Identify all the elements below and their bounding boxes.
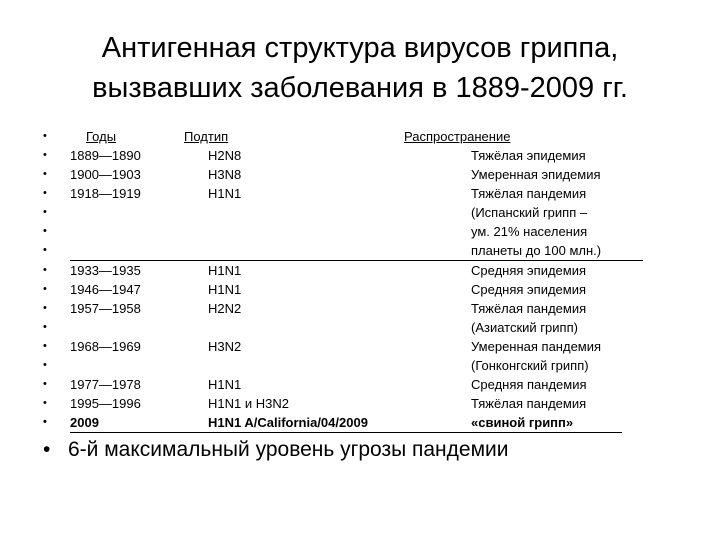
bullet: • [43,149,47,161]
row-subtype: H2N8 [208,148,242,163]
table-row [0,241,720,260]
table-header [0,127,720,146]
table-row [0,318,720,337]
row-years: 1889—1890 [70,148,141,163]
bullet: • [43,397,47,409]
row-spread: (Гонконгский грипп) [471,358,589,373]
table-row [0,299,720,318]
row-spread: Тяжёлая эпидемия [471,148,586,163]
slide-title [0,28,720,108]
row-years: 1995—1996 [70,396,141,411]
bullet: • [43,244,47,256]
bullet: • [43,283,47,295]
table-row [0,165,720,184]
table-row [0,222,720,241]
table-row [0,184,720,203]
table-row [0,394,720,413]
row-years: 1900—1903 [70,167,141,182]
row-years: 1977—1978 [70,377,141,392]
row-spread: Умеренная пандемия [471,339,602,354]
title-line-2: вызвавших заболевания в 1889-2009 гг. [92,72,628,104]
row-years: 1946—1947 [70,282,141,297]
bullet: • [43,340,47,352]
bullet: • [43,264,47,276]
table-row [0,337,720,356]
row-subtype: H3N2 [208,339,242,354]
row-underline [70,432,622,433]
row-years: 1918—1919 [70,186,141,201]
row-subtype: H1N1 [208,282,242,297]
row-spread: планеты до 100 млн.) [471,243,602,258]
table-row [0,203,720,222]
row-spread: ум. 21% населения [471,224,588,239]
bullet: • [43,225,47,237]
footer-text: 6-й максимальный уровень угрозы пандемии [68,438,509,461]
bullet: • [43,359,47,371]
row-years: 1933—1935 [70,263,141,278]
row-spread: Умеренная эпидемия [471,167,601,182]
row-spread: Средняя эпидемия [471,263,587,278]
bullet: • [43,321,47,333]
title-line-1: Антигенная структура вирусов гриппа, [101,32,619,64]
row-spread: Тяжёлая пандемия [471,186,587,201]
table-row [0,146,720,165]
bullet: • [43,378,47,390]
bullet: • [43,130,47,142]
row-subtype: H2N2 [208,301,242,316]
table-row [0,261,720,280]
row-spread: Тяжёлая пандемия [471,396,587,411]
row-spread: «свиной грипп» [471,415,574,430]
bullet: • [43,187,47,199]
bullet: • [43,416,47,428]
row-subtype: H1N1 [208,186,242,201]
bullet: • [43,168,47,180]
footer-bullet [0,436,720,464]
row-spread: (Испанский грипп – [471,205,588,220]
row-subtype: H1N1 A/California/04/2009 [208,415,368,430]
row-years: 1957—1958 [70,301,141,316]
row-spread: (Азиатский грипп) [471,320,578,335]
row-years: 1968—1969 [70,339,141,354]
bullet: • [43,438,51,461]
header-subtype: Подтип [184,129,229,144]
row-subtype: H1N1 [208,377,242,392]
table-row [0,375,720,394]
table-row [0,413,720,432]
table-row [0,280,720,299]
row-spread: Тяжёлая пандемия [471,301,587,316]
row-spread: Средняя пандемия [471,377,587,392]
row-subtype: H1N1 и H3N2 [208,396,289,411]
header-spread: Распространение [404,129,511,144]
row-subtype: H1N1 [208,263,242,278]
header-years: Годы [86,129,117,144]
bullet: • [43,206,47,218]
table-row [0,356,720,375]
row-subtype: H3N8 [208,167,242,182]
row-spread: Средняя эпидемия [471,282,587,297]
row-years: 2009 [70,415,99,430]
bullet: • [43,302,47,314]
